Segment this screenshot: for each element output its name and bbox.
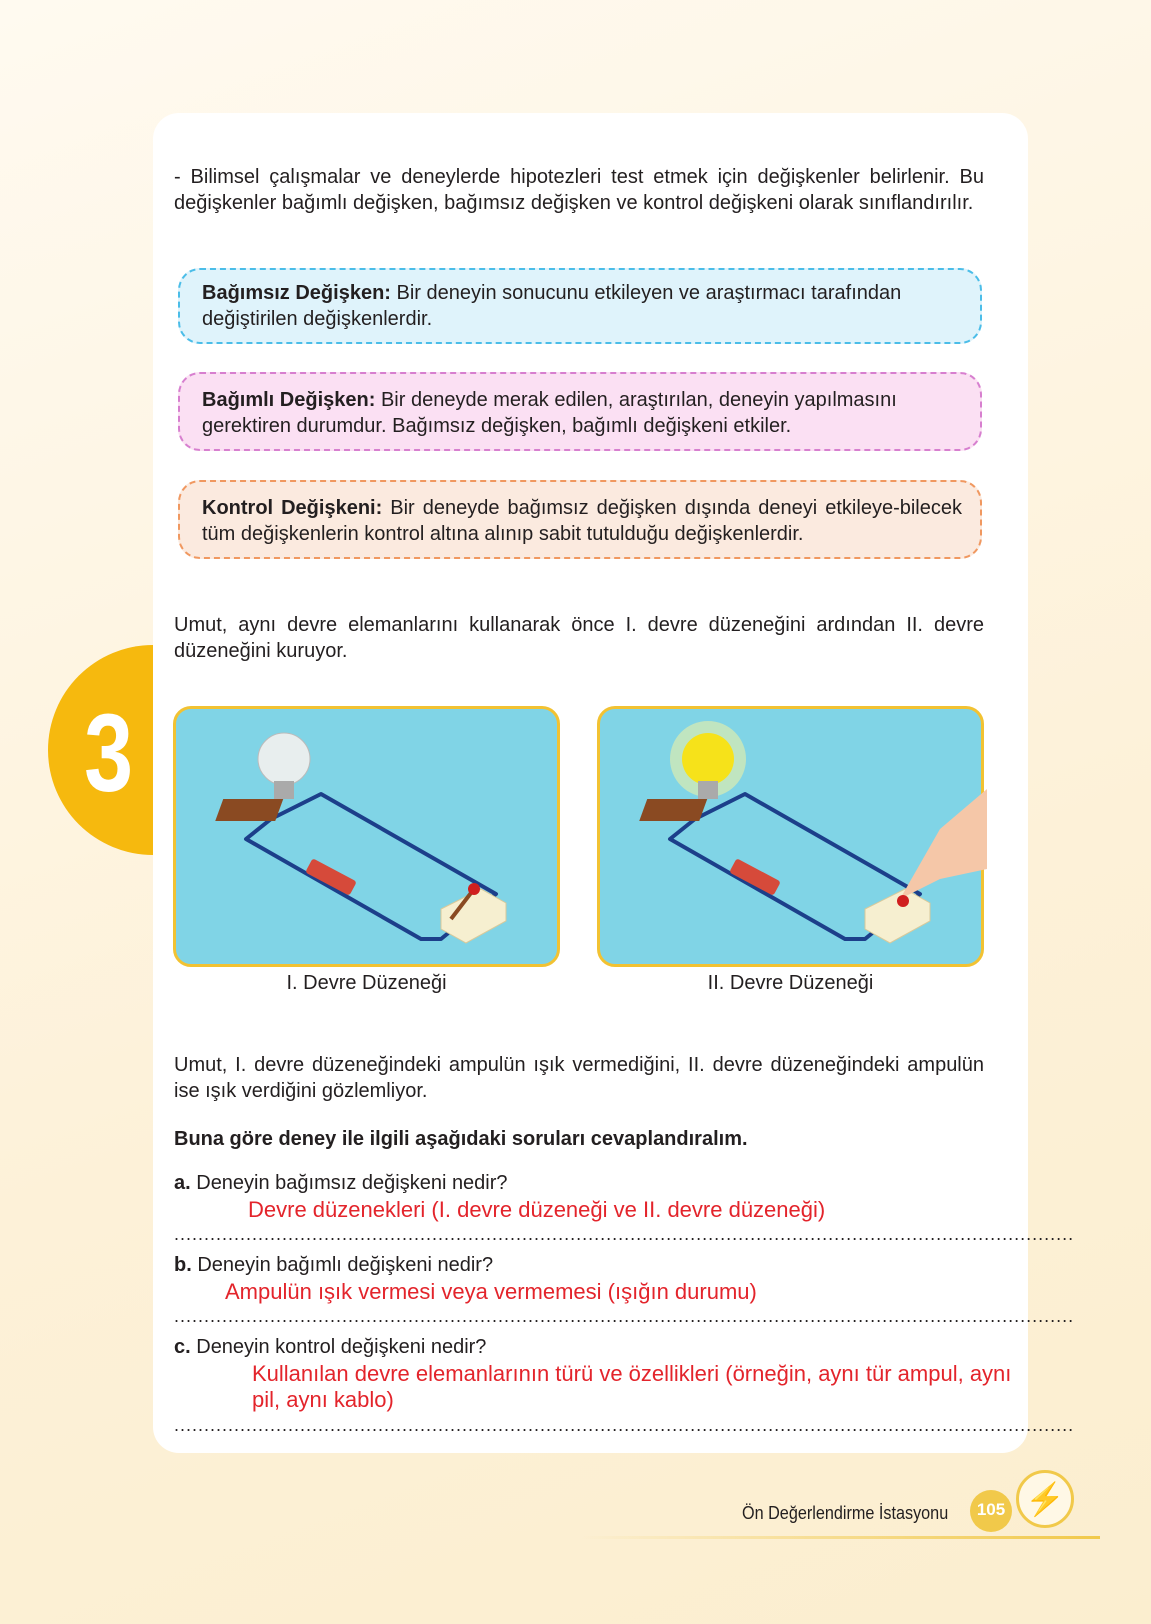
term: Bağımsız Değişken: — [202, 282, 391, 304]
answer-line: ...................................................................................................................................................... — [174, 1415, 1075, 1435]
definition: Bir deneyde bağımsız değişken dışında deneyi etkileye-bilecek tüm değişkenlerin kontrol altına alınıp sabit tutulduğu değişkenlerdir. — [202, 497, 962, 545]
bulb-base — [639, 799, 707, 821]
answer-line: ...................................................................................................................................................... — [174, 1224, 1075, 1244]
answer-line: ...................................................................................................................................................... — [174, 1306, 1075, 1326]
lightning-icon: ⚡ — [1016, 1470, 1074, 1528]
footer-section: Ön Değerlendirme İstasyonu — [742, 1503, 949, 1523]
switch-open-icon — [441, 889, 506, 943]
figure-2-caption: II. Devre Düzeneği — [707, 972, 874, 994]
circuit-figure-2 — [597, 706, 984, 967]
definition-independent — [178, 268, 982, 344]
footer-line — [580, 1536, 1100, 1539]
bulb-socket — [698, 781, 718, 799]
page-number: 105 — [970, 1490, 1012, 1532]
bulb-on-icon — [682, 733, 734, 785]
answer-a: Devre düzenekleri (I. devre düzeneği ve II. devre düzeneği) — [248, 1197, 826, 1222]
definition-control — [178, 480, 982, 559]
switch-knob — [897, 895, 909, 907]
bulb-off-icon — [258, 733, 310, 785]
scenario-text: Umut, aynı devre elemanlarını kullanarak önce I. devre düzeneğini ardından II. devre düzeneğini kuruyor. — [174, 614, 984, 662]
switch-knob — [468, 883, 480, 895]
question-text: Deneyin bağımsız değişkeni nedir? — [190, 1172, 508, 1194]
definition: Bir deneyde merak edilen, araştırılan, deneyin yapılmasını gerektiren durumdur. Bağımsız değişken, bağımlı değişkeni etkiler. — [202, 389, 897, 437]
instruction-text: Buna göre deney ile ilgili aşağıdaki soruları cevaplandıralım. — [174, 1128, 748, 1150]
observation-text: Umut, I. devre düzeneğindeki ampulün ışık vermediğini, II. devre düzeneğindeki ampulün ise ışık verdiğini gözlemliyor. — [174, 1054, 984, 1102]
question-text: Deneyin kontrol değişkeni nedir? — [190, 1336, 487, 1358]
question-b — [174, 1252, 984, 1278]
question-a — [174, 1170, 984, 1196]
definition: Bir deneyin sonucunu etkileyen ve araştırmacı tarafından değiştirilen değişkenlerdir. — [202, 282, 902, 330]
figure-1-caption: I. Devre Düzeneği — [286, 972, 447, 994]
intro-text: - Bilimsel çalışmalar ve deneylerde hipotezleri test etmek için değişkenler belirlenir. Bu değişkenler bağımlı değişken, bağımsız değişken ve kontrol değişkeni olarak sınıflandırılır. — [174, 166, 984, 214]
question-letter: c. — [174, 1336, 191, 1358]
bulb-socket — [274, 781, 294, 799]
question-c — [174, 1334, 984, 1360]
answer-b: Ampulün ışık vermesi veya vermemesi (ışığın durumu) — [225, 1279, 757, 1304]
question-text: Deneyin bağımlı değişkeni nedir? — [191, 1254, 494, 1276]
bulb-base — [215, 799, 283, 821]
hand-icon — [900, 789, 987, 899]
question-letter: b. — [174, 1254, 192, 1276]
circuit-figure-1 — [173, 706, 560, 967]
switch-closed-icon — [865, 889, 930, 943]
term: Kontrol Değişkeni: — [202, 497, 383, 519]
unit-number: 3 — [84, 692, 134, 815]
term: Bağımlı Değişken: — [202, 389, 376, 411]
question-letter: a. — [174, 1172, 191, 1194]
definition-dependent — [178, 372, 982, 451]
answer-c: Kullanılan devre elemanlarının türü ve özellikleri (örneğin, aynı tür ampul, aynı pil, aynı kablo) — [252, 1361, 1012, 1412]
